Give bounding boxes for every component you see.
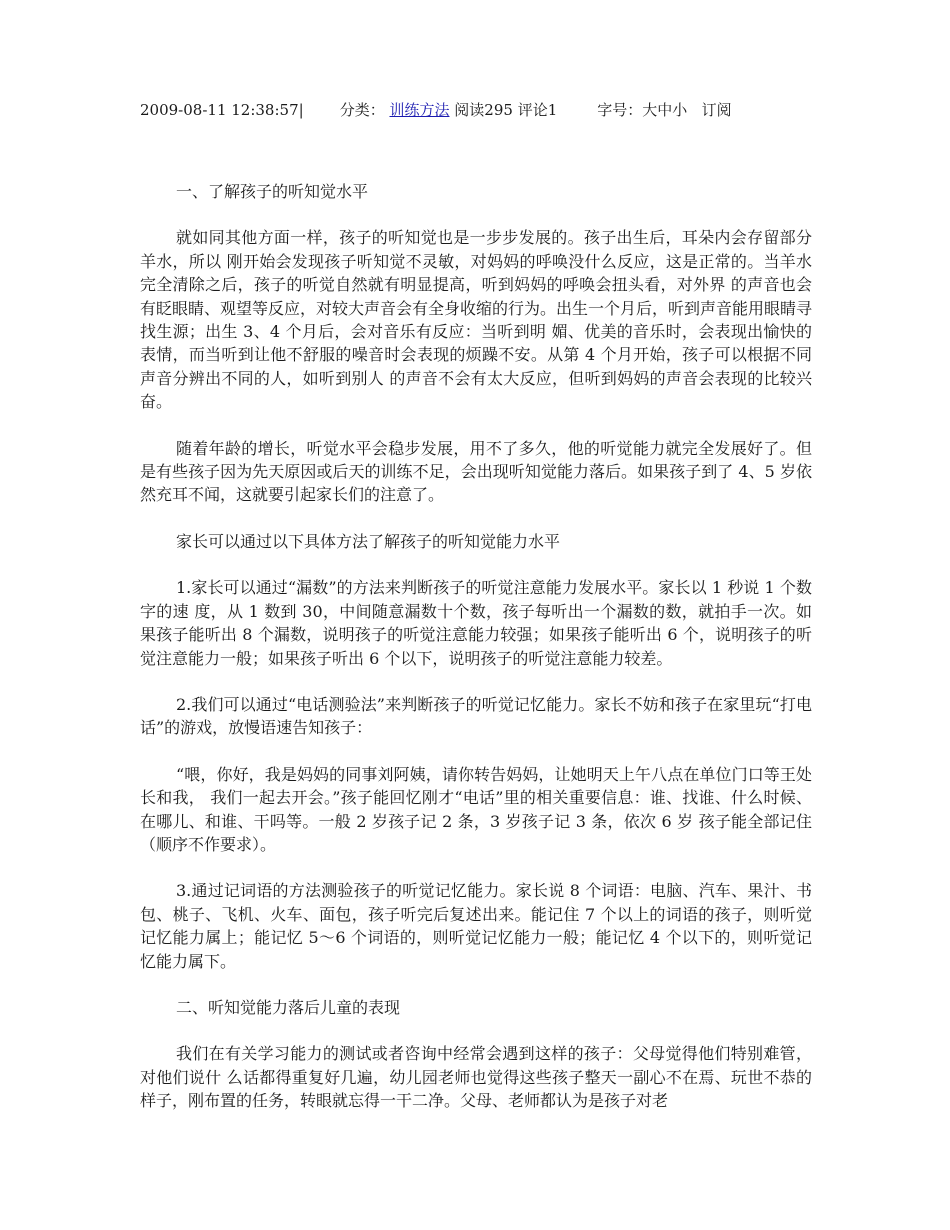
paragraph-3: 家长可以通过以下具体方法了解孩子的听知觉能力水平: [176, 531, 561, 551]
category-link[interactable]: 训练方法: [389, 101, 450, 119]
post-meta-bar: [140, 100, 840, 120]
paragraph-8: 我们在有关学习能力的测试或者咨询中经常会遇到这样的孩子：父母觉得他们特别难管，对他们说什 么话都得重复好几遍，幼儿园老师也觉得这些孩子整天一副心不在焉、玩世不恭的样子，刚布置的任务，转眼就忘得一干二净。父母、老师都认为是孩子对老: [140, 1044, 812, 1111]
paragraph-4: 1.家长可以通过“漏数”的方法来判断孩子的听觉注意能力发展水平。家长以 1 秒说 1 个数字的速 度，从 1 数到 30，中间随意漏数十个数，孩子每听出一个漏数的数，就拍手一次。如果孩子能听出 8 个漏数，说明孩子的听觉注意能力较强；如果孩子能听出 6 个，说明孩子的听觉注意能力一般；如果孩子听出 6 个以下，说明孩子的听觉注意能力较差。: [140, 578, 812, 668]
paragraph-2: 随着年龄的增长，听觉水平会稳步发展，用不了多久，他的听觉能力就完全发展好了。但是有些孩子因为先天原因或后天的训练不足，会出现听知觉能力落后。如果孩子到了 4、5 岁依然充耳不闻，这就要引起家长们的注意了。: [140, 438, 812, 505]
comment-count[interactable]: 评论1: [517, 101, 558, 119]
font-size-selector[interactable]: 字号：大中小: [597, 101, 688, 119]
section-heading-2: 二、听知觉能力落后儿童的表现: [176, 997, 401, 1017]
paragraph-6: “喂，你好，我是妈妈的同事刘阿姨，请你转告妈妈，让她明天上午八点在单位门口等王处长和我， 我们一起去开会。”孩子能回忆刚才“电话”里的相关重要信息：谁、找谁、什么时候、在哪儿、和谁、干吗等。一般 2 岁孩子记 2 条，3 岁孩子记 3 条，依次 6 岁 孩子能全部记住（顺序不作要求）。: [140, 764, 812, 854]
category-label: 分类：: [339, 101, 385, 119]
post-datetime: 2009-08-11 12:38:57|: [140, 101, 304, 119]
article-body: [140, 180, 812, 1136]
paragraph-7: 3.通过记词语的方法测验孩子的听觉记忆能力。家长说 8 个词语：电脑、汽车、果汁、书包、桃子、飞机、火车、面包，孩子听完后复述出来。能记住 7 个以上的词语的孩子，则听觉记忆能力属上；能记忆 5～6 个词语的，则听觉记忆能力一般；能记忆 4 个以下的，则听觉记忆能力属下。: [140, 881, 812, 971]
paragraph-1: 就如同其他方面一样，孩子的听知觉也是一步步发展的。孩子出生后，耳朵内会存留部分羊水，所以 刚开始会发现孩子听知觉不灵敏，对妈妈的呼唤没什么反应，这是正常的。当羊水完全清除之后，孩子的听觉自然就有明显提高，听到妈妈的呼唤会扭头看，对外界 的声音也会有眨眼睛、观望等反应，对较大声音会有全身收缩的行为。出生一个月后，听到声音能用眼睛寻找生源；出生 3、4 个月后，会对音乐有反应：当听到明 媚、优美的音乐时，会表现出愉快的表情，而当听到让他不舒服的噪音时会表现的烦躁不安。从第 4 个月开始，孩子可以根据不同声音分辨出不同的人，如听到别人 的声音不会有太大反应，但听到妈妈的声音会表现的比较兴奋。: [140, 228, 813, 412]
subscribe-link[interactable]: 订阅: [701, 101, 732, 119]
paragraph-5: 2.我们可以通过“电话测验法”来判断孩子的听觉记忆能力。家长不妨和孩子在家里玩“打电话”的游戏，放慢语速告知孩子：: [140, 694, 812, 738]
read-count: 阅读295: [454, 101, 513, 119]
section-heading-1: 一、了解孩子的听知觉水平: [176, 182, 369, 201]
